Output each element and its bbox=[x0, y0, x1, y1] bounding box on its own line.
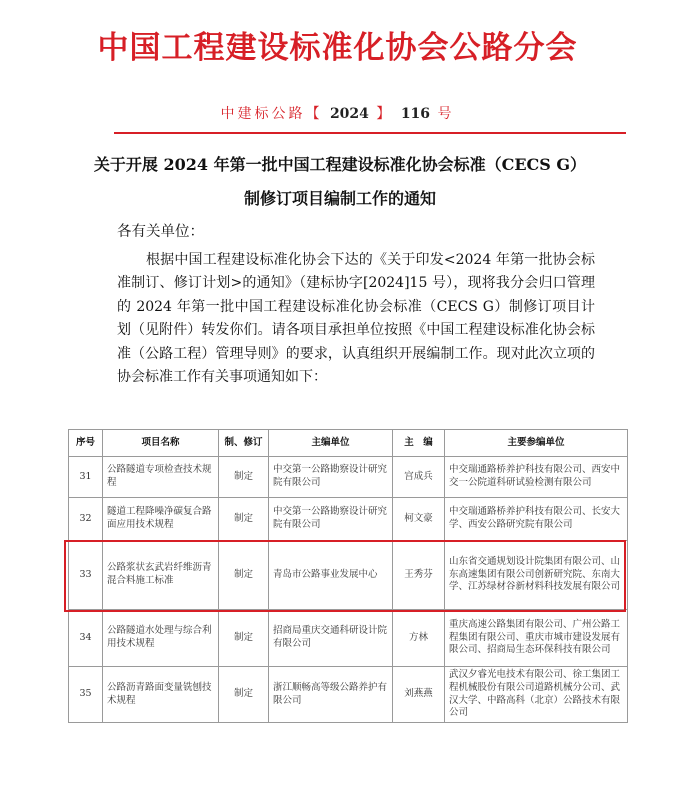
cell-participants: 重庆高速公路集团有限公司、广州公路工程集团有限公司、重庆市城市建设发展有限公司、招商局生态环保科技有限公司 bbox=[445, 610, 628, 667]
col-header-lead-unit: 主编单位 bbox=[269, 430, 393, 457]
standards-table bbox=[68, 429, 628, 723]
cell-editor: 王秀芬 bbox=[393, 541, 445, 610]
doc-bracket-close: 】 bbox=[376, 106, 394, 122]
cell-name: 公路隧道专项检查技术规程 bbox=[103, 457, 219, 498]
col-header-participants: 主要参编单位 bbox=[445, 430, 628, 457]
cell-editor: 方林 bbox=[393, 610, 445, 667]
col-header-no: 序号 bbox=[69, 430, 103, 457]
doc-number: 116 bbox=[400, 106, 431, 122]
col-header-type: 制、修订 bbox=[219, 430, 269, 457]
table-row-highlighted bbox=[69, 541, 628, 610]
col-header-editor: 主 编 bbox=[393, 430, 445, 457]
header-divider bbox=[114, 132, 626, 134]
table-row bbox=[69, 457, 628, 498]
cell-editor: 柯文豪 bbox=[393, 498, 445, 541]
cell-lead-unit: 中交第一公路勘察设计研究院有限公司 bbox=[269, 457, 393, 498]
cell-no: 35 bbox=[69, 667, 103, 723]
col-header-name: 项目名称 bbox=[103, 430, 219, 457]
cell-name: 公路隧道水处理与综合利用技术规程 bbox=[103, 610, 219, 667]
cell-name: 公路浆状玄武岩纤维沥青混合料施工标准 bbox=[103, 541, 219, 610]
cell-no: 34 bbox=[69, 610, 103, 667]
cell-editor: 宫成兵 bbox=[393, 457, 445, 498]
notice-body: 根据中国工程建设标准化协会下达的《关于印发<2024 年第一批协会标准制订、修订计划>的通知》（建标协字[2024]15 号），现将我分会归口管理的 2024 年第一批中国工程建设标准化协会标准（CECS G）制修订项目计划（见附件）转发你们。请各项目承担单位按照《中国工程建设标准化协会标准（公路工程）管理导则》的要求，认真组织开展编制工作。现对此次立项的协会标准工作有关事项通知如下： bbox=[117, 252, 595, 386]
salutation: 各有关单位： bbox=[117, 224, 204, 240]
cell-type: 制定 bbox=[219, 498, 269, 541]
cell-no: 31 bbox=[69, 457, 103, 498]
notice-title-line2: 制修订项目编制工作的通知 bbox=[243, 189, 436, 208]
cell-lead-unit: 招商局重庆交通科研设计院有限公司 bbox=[269, 610, 393, 667]
org-name: 中国工程建设标准化协会公路分会 bbox=[97, 30, 578, 66]
cell-name: 公路沥青路面变量铣刨技术规程 bbox=[103, 667, 219, 723]
cell-participants: 中交瑞通路桥养护科技有限公司、长安大学、西安公路研究院有限公司 bbox=[445, 498, 628, 541]
cell-no: 32 bbox=[69, 498, 103, 541]
table-row bbox=[69, 667, 628, 723]
cell-no: 33 bbox=[69, 541, 103, 610]
cell-type: 制定 bbox=[219, 457, 269, 498]
table-row bbox=[69, 498, 628, 541]
notice-title-line1: 关于开展 2024 年第一批中国工程建设标准化协会标准（CECS G） bbox=[93, 155, 587, 174]
cell-name: 隧道工程降噪净碳复合路面应用技术规程 bbox=[103, 498, 219, 541]
cell-participants: 武汉夕睿光电技术有限公司、徐工集团工程机械股份有限公司道路机械分公司、武汉大学、中路高科（北京）公路技术有限公司 bbox=[445, 667, 628, 723]
table-row bbox=[69, 610, 628, 667]
cell-type: 制定 bbox=[219, 610, 269, 667]
cell-lead-unit: 浙江顺畅高等级公路养护有限公司 bbox=[269, 667, 393, 723]
cell-editor: 刘燕燕 bbox=[393, 667, 445, 723]
doc-year: 2024 bbox=[329, 106, 369, 122]
doc-suffix: 号 bbox=[437, 106, 455, 122]
cell-lead-unit: 青岛市公路事业发展中心 bbox=[269, 541, 393, 610]
cell-type: 制定 bbox=[219, 541, 269, 610]
cell-type: 制定 bbox=[219, 667, 269, 723]
doc-prefix: 中建标公路【 bbox=[220, 106, 323, 122]
cell-participants: 中交瑞通路桥养护科技有限公司、西安中交一公院道科研试验检测有限公司 bbox=[445, 457, 628, 498]
document-number bbox=[0, 103, 675, 123]
cell-participants: 山东省交通规划设计院集团有限公司、山东高速集团有限公司创新研究院、东南大学、江苏绿材谷新材料科技发展有限公司 bbox=[445, 541, 628, 610]
table-header-row bbox=[69, 430, 628, 457]
cell-lead-unit: 中交第一公路勘察设计研究院有限公司 bbox=[269, 498, 393, 541]
